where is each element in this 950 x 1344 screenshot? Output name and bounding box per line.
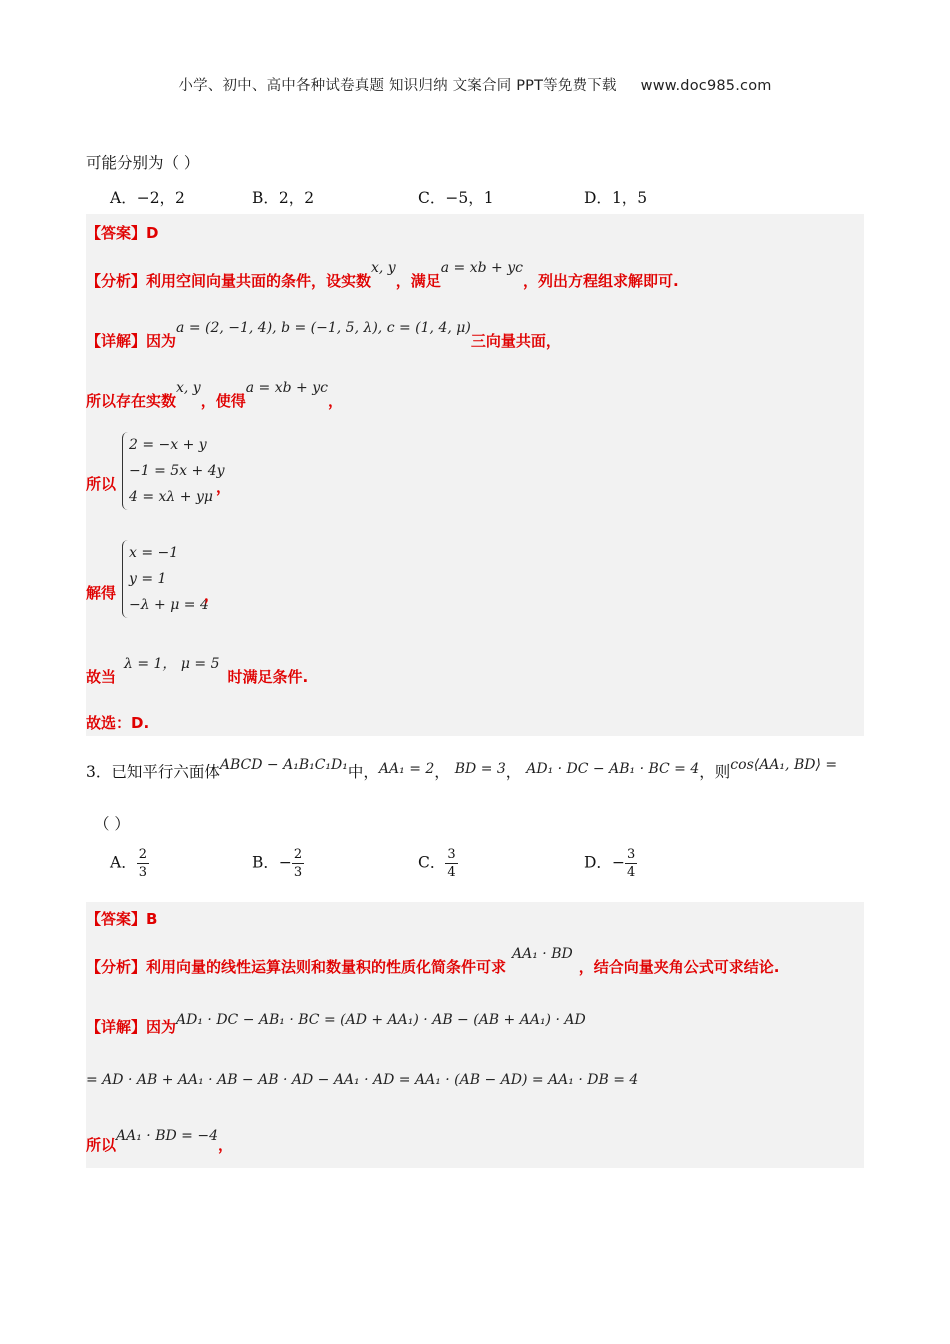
detail-text: 【详解】因为 [86, 1018, 177, 1036]
numerator: 2 [138, 847, 147, 862]
option-label: C． [418, 189, 446, 207]
denominator: 4 [626, 865, 636, 880]
q3-derivation: = AD · AB + AA₁ · AB − AB · AD − AA₁ · AD = AA₁ · (AB − AD) = AA₁ · DB = 4 [86, 1072, 639, 1088]
q3-option-c[interactable] [418, 846, 458, 881]
q2-equation-system [122, 432, 225, 510]
q3-result [86, 1128, 233, 1155]
comma: ， [204, 586, 220, 604]
q2-solve-label: 解得 [86, 584, 117, 602]
numerator: 3 [447, 847, 456, 862]
math-relation: a = xb + yc [245, 380, 328, 396]
q2-option-c[interactable] [418, 186, 494, 208]
option-value: 2，2 [278, 189, 315, 207]
sep: ， [434, 763, 450, 781]
option-value: −5，1 [445, 189, 494, 207]
math-bd: BD = 3 [454, 761, 506, 777]
q3-option-a[interactable] [110, 846, 149, 881]
q3-paren: （ ） [94, 815, 130, 833]
option-label: B． [252, 853, 279, 872]
exist-text: ， [327, 392, 343, 410]
option-value: −2，2 [136, 189, 185, 207]
numerator: 3 [626, 847, 636, 862]
numerator: 2 [293, 847, 303, 862]
math-condition: AD₁ · DC − AB₁ · BC = 4 [526, 761, 700, 777]
q2-choose: 故选：D. [86, 714, 150, 732]
q2-option-b[interactable] [252, 186, 314, 208]
math-vectors: a = (2, −1, 4), b = (−1, 5, λ), c = (1, 4, μ) [176, 320, 471, 336]
denominator: 3 [138, 865, 147, 880]
q2-stem-tail: 可能分别为（ ） [86, 154, 200, 172]
sep: ， [505, 763, 522, 781]
q3-solution-box [86, 902, 864, 1168]
option-label: C． [418, 853, 446, 872]
q2-detail [86, 320, 561, 351]
equation: 2 = −x + y [129, 437, 207, 453]
q3-answer: 【答案】B [86, 910, 158, 928]
q2-analysis [86, 260, 679, 291]
denominator: 4 [447, 865, 456, 880]
result-text: 所以 [86, 1136, 117, 1154]
q2-exist [86, 380, 343, 411]
conclusion-text: 故当 [86, 668, 117, 686]
exist-text: ，使得 [200, 392, 246, 410]
page-header [0, 74, 950, 95]
math-xy: x, y [371, 260, 396, 276]
math-cos: cos⟨AA₁, BD⟩ = [730, 757, 838, 773]
option-label: D． [584, 189, 612, 207]
q2-option-a[interactable] [110, 186, 185, 208]
stem-text: 3．已知平行六面体 [86, 763, 220, 781]
option-sign: − [278, 853, 292, 872]
analysis-text: 【分析】利用空间向量共面的条件，设实数 [86, 272, 372, 290]
q2-option-d[interactable] [584, 186, 647, 208]
fraction [292, 846, 304, 881]
option-label: A． [110, 853, 137, 872]
q2-solution-box [86, 214, 864, 736]
analysis-text: ，结合向量夹角公式可求结论. [578, 958, 780, 976]
q3-analysis [86, 946, 780, 977]
q2-so-label: 所以 [86, 475, 117, 493]
fraction [625, 846, 637, 881]
analysis-text: ，列出方程组求解即可. [522, 272, 679, 290]
detail-text: 【详解】因为 [86, 332, 177, 350]
math-expansion: AD₁ · DC − AB₁ · BC = (AD + AA₁) · AB − (AB + AA₁) · AD [176, 1012, 586, 1028]
equation: −1 = 5x + 4y [129, 463, 225, 479]
comma: ， [216, 478, 232, 496]
detail-text: 三向量共面， [470, 332, 561, 350]
equation: y = 1 [129, 571, 167, 587]
q3-stem [86, 757, 838, 782]
math-solid: ABCD − A₁B₁C₁D₁ [219, 757, 348, 773]
analysis-text: ，满足 [395, 272, 441, 290]
option-value: 1，5 [611, 189, 648, 207]
option-label: D． [584, 853, 612, 872]
q2-conclusion [86, 656, 309, 687]
denominator: 3 [293, 865, 303, 880]
q2-answer: 【答案】D [86, 224, 159, 242]
q2-solution-system [122, 540, 209, 618]
math-relation: a = xb + yc [440, 260, 523, 276]
stem-text: ，则 [699, 763, 731, 781]
equation: 4 = xλ + yμ [129, 489, 213, 505]
math-result: AA₁ · BD = −4 [116, 1128, 218, 1144]
option-label: A． [110, 189, 137, 207]
math-product: AA₁ · BD [512, 946, 573, 962]
math-aa1: AA₁ = 2 [378, 761, 435, 777]
math-values: λ = 1， μ = 5 [124, 656, 220, 672]
option-label: B． [252, 189, 279, 207]
option-sign: − [611, 853, 625, 872]
equation: x = −1 [129, 545, 179, 561]
result-text: ， [217, 1136, 233, 1154]
equation: −λ + μ = 4 [129, 597, 209, 613]
math-xy: x, y [176, 380, 201, 396]
exist-text: 所以存在实数 [86, 392, 177, 410]
header-url[interactable]: www.doc985.com [640, 78, 772, 94]
q3-detail [86, 1012, 586, 1037]
analysis-text: 【分析】利用向量的线性运算法则和数量积的性质化简条件可求 [86, 958, 507, 976]
q3-option-b[interactable] [252, 846, 304, 881]
q3-option-d[interactable] [584, 846, 637, 881]
fraction [137, 846, 149, 881]
stem-text: 中， [347, 763, 379, 781]
conclusion-text: 时满足条件. [227, 668, 309, 686]
header-text: 小学、初中、高中各种试卷真题 知识归纳 文案合同 PPT等免费下载 [178, 78, 617, 94]
fraction [445, 846, 457, 881]
